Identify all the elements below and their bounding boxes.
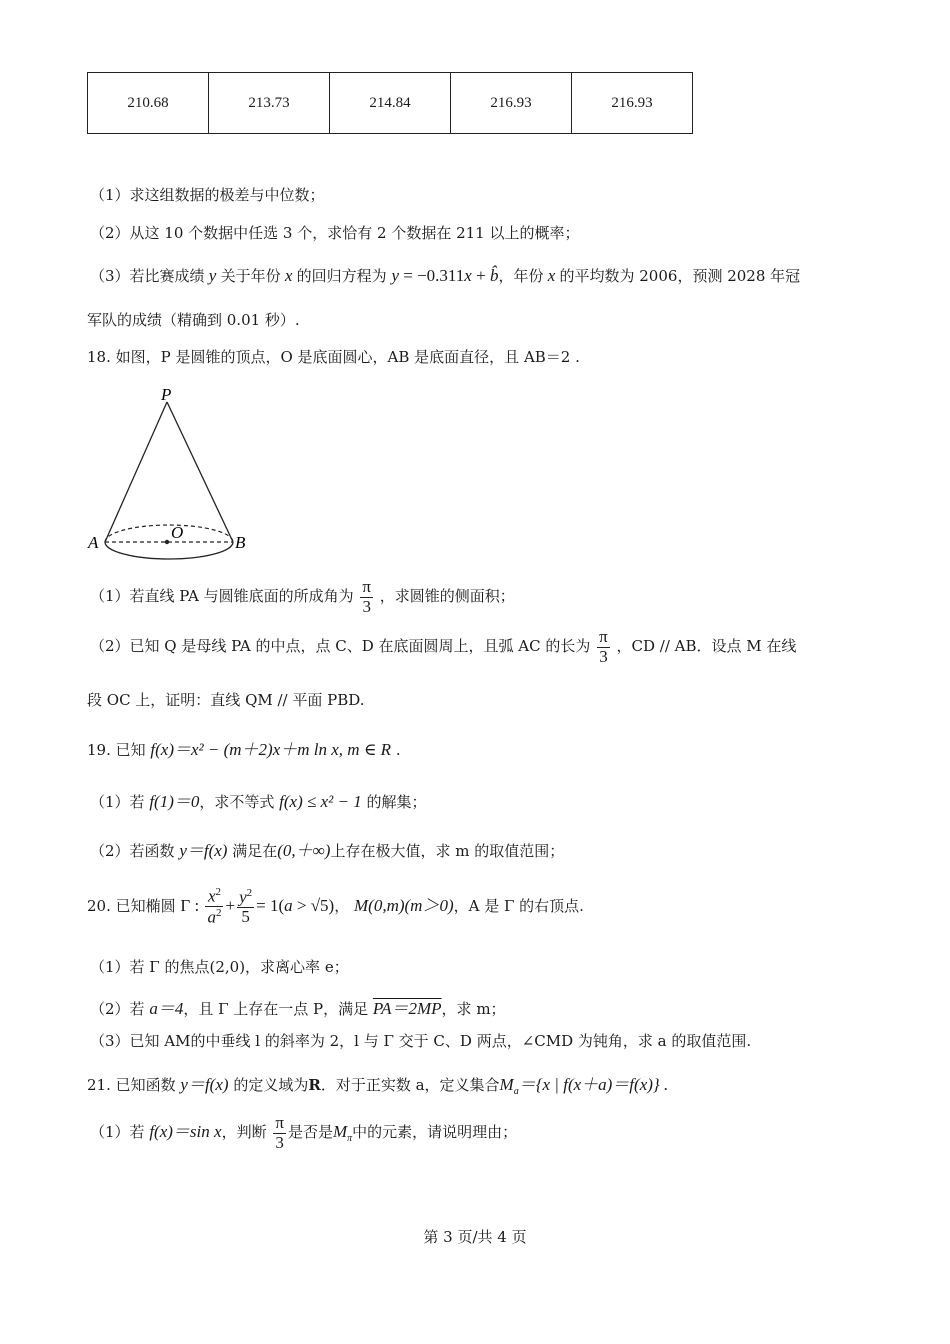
q19-part1: （1）若 f(1)＝0，求不等式 f(x) ≤ x² − 1 的解集；	[90, 792, 427, 811]
label-B: B	[235, 533, 246, 552]
q17-part1: （1）求这组数据的极差与中位数；	[90, 186, 325, 204]
center-point	[165, 540, 169, 544]
label-O: O	[171, 523, 184, 542]
q17-part2: （2）从这 10 个数据中任选 3 个，求恰有 2 个数据在 211 以上的概率；	[90, 224, 580, 242]
table-cell: 216.93	[451, 73, 572, 134]
cone-edge-right	[167, 402, 233, 542]
q18-part2: （2）已知 Q 是母线 PA 的中点，点 C、D 在底面圆周上，且弧 AC 的长为 $\frac{\pi}{3}$ ，CD // AB．设点 M 在线	[90, 627, 797, 666]
cone-edge-left	[105, 402, 167, 542]
label-A: A	[88, 533, 99, 552]
fraction-pi-over-3: $\frac{\pi}{3}$	[599, 627, 608, 666]
q20-stem: 20. 已知椭圆 Γ : $\frac{x^2}{a^2}$ + $\frac{y^2}{5}$ = 1(a > √5)， M(0,m)(m＞0)，A 是 Γ 的右顶点.	[87, 886, 584, 927]
q18-stem: 18. 如图，P 是圆锥的顶点，O 是底面圆心，AB 是底面直径，且 AB＝2 .	[87, 348, 580, 366]
q20-part2: （2）若 a＝4，且 Γ 上存在一点 P，满足 PA＝2MP，求 m；	[90, 999, 506, 1018]
table-cell: 216.93	[572, 73, 693, 134]
table-cell: 214.84	[330, 73, 451, 134]
q19-part2: （2）若函数 y＝f(x) 满足在(0,＋∞)上存在极大值，求 m 的取值范围；	[90, 841, 565, 860]
cone-base-front	[105, 542, 233, 559]
q21-part1: （1）若 f(x)＝sin x，判断 $\frac{\pi}{3}$ 是否是$M_\pi$中的元素，请说明理由；	[90, 1113, 518, 1152]
page-footer: 第 3 页/共 4 页	[423, 1228, 527, 1246]
q17-part3: （3）若比赛成绩 y 关于年份 x 的回归方程为 y = −0.311x + b̂，年份 x 的平均数为 2006，预测 2028 年冠	[90, 266, 801, 285]
q20-part3: （3）已知 AM的中垂线 l 的斜率为 2，l 与 Γ 交于 C、D 两点，∠CMD 为钝角，求 a 的取值范围.	[90, 1032, 752, 1050]
table-cell: 213.73	[209, 73, 330, 134]
table-row	[88, 73, 693, 134]
label-P: P	[161, 385, 172, 404]
fraction-pi-over-3: $\frac{\pi}{3}$	[362, 577, 372, 616]
q19-stem: 19. 已知 f(x)＝x² − (m＋2)x＋m ln x, m ∈ R .	[87, 740, 401, 759]
q17-part3-cont: 军队的成绩（精确到 0.01 秒）.	[87, 311, 300, 329]
q18-part1: （1）若直线 PA 与圆锥底面的所成角为 $\frac{\pi}{3}$ ，求圆锥的侧面积；	[90, 577, 515, 616]
cone-figure	[80, 380, 270, 560]
q20-part1: （1）若 Γ 的焦点(2,0)，求离心率 e；	[90, 958, 349, 976]
ellipse-equation: Γ : $\frac{x^2}{a^2}$ + $\frac{y^2}{5}$ = 1(a > √5)	[180, 886, 335, 927]
fraction-pi-over-3: $\frac{\pi}{3}$	[275, 1113, 284, 1152]
data-table	[87, 72, 693, 134]
cone-base-back	[105, 525, 233, 542]
q21-stem: 21. 已知函数 y＝f(x) 的定义域为R．对于正实数 a，定义集合$M_a=\{x$ | f(x＋a)＝f(x)} .	[87, 1075, 669, 1097]
regression-equation: y = −0.311x + b̂	[391, 266, 499, 285]
q18-part2-cont: 段 OC 上，证明：直线 QM // 平面 PBD.	[87, 691, 365, 709]
table-cell: 210.68	[88, 73, 209, 134]
